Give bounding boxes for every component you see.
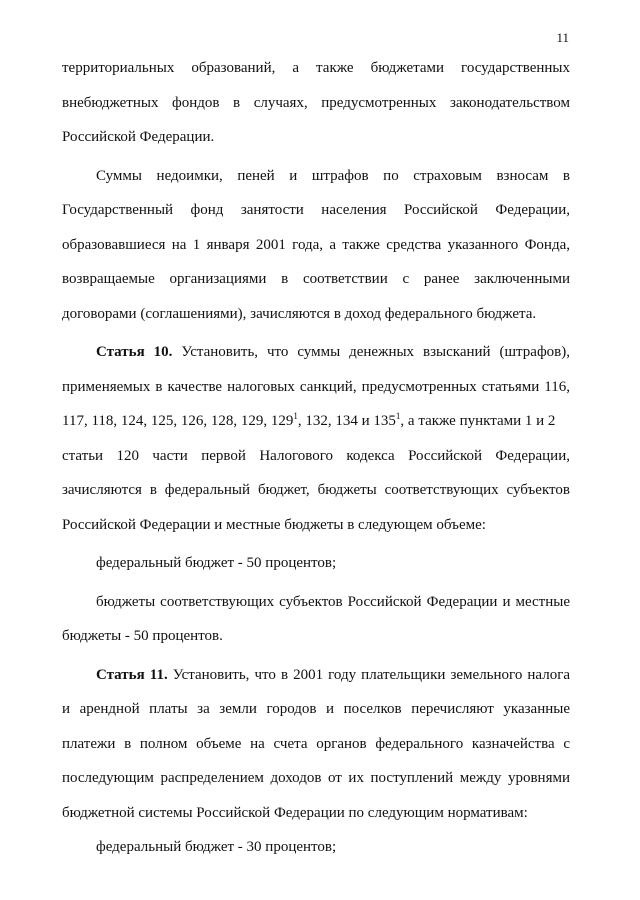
text-line: последующим распределением доходов от их поступлений между уровнями (62, 770, 570, 786)
superscript: 1 (293, 411, 298, 421)
text-line: Российской Федерации. (62, 129, 215, 145)
text-line: образовавшиеся на 1 января 2001 года, а также средства указанного Фонда, (62, 236, 570, 253)
text-line: зачисляются в федеральный бюджет, бюджеты соответствующих субъектов (62, 482, 570, 498)
text-span: Установить, что в 2001 году плательщики земельного налога (172, 666, 571, 683)
page-number: 11 (556, 30, 569, 45)
text-line: возвращаемые организациями в соответствии с ранее заключенными (62, 271, 570, 287)
text-line: бюджеты - 50 процентов. (62, 628, 223, 644)
text-span: 117, 118, 124, 125, 126, 128, 129, 129 (62, 413, 294, 429)
list-item: федеральный бюджет - 30 процентов; (96, 839, 337, 855)
text-line: бюджетной системы Российской Федерации по следующим нормативам: (62, 804, 528, 821)
text-line: статьи 120 части первой Налогового кодекса Российской Федерации, (62, 447, 570, 464)
paragraph-2 (62, 159, 570, 332)
text-line: внебюджетных фондов в случаях, предусмотренных законодательством (62, 94, 570, 111)
text-line: Российской Федерации и местные бюджеты в следующем объеме: (62, 516, 486, 533)
article-heading: Статья 11. (96, 666, 168, 683)
text-line: территориальных образований, а также бюджетами государственных (62, 60, 570, 76)
paragraph-1 (62, 51, 570, 155)
text-span: Установить, что суммы денежных взысканий (штрафов), (181, 344, 570, 360)
text-span: , а также пунктами 1 и 2 (400, 413, 556, 429)
text-line (62, 335, 570, 370)
text-line: Государственный фонд занятости населения Российской Федерации, (62, 202, 570, 218)
text-line: применяемых в качестве налоговых санкций, предусмотренных статьями 116, (62, 378, 570, 395)
document-body (62, 51, 570, 865)
article-heading: Статья 10. (96, 344, 173, 360)
text-line: договорами (соглашениями), зачисляются в доход федерального бюджета. (62, 305, 537, 322)
article-10 (62, 335, 570, 654)
article-11 (62, 658, 570, 865)
text-line: и арендной платы за земли городов и поселков перечисляют указанные (62, 701, 570, 717)
list-item: федеральный бюджет - 50 процентов; (96, 555, 337, 571)
superscript: 1 (395, 411, 401, 421)
text-line: Суммы недоимки, пеней и штрафов по страховым взносам в (96, 167, 570, 184)
text-line (62, 404, 570, 439)
text-line (62, 658, 570, 693)
list-item: бюджеты соответствующих субъектов Российской Федерации и местные (96, 593, 570, 610)
text-span: , 132, 134 и 135 (297, 413, 396, 429)
text-line: платежи в полном объеме на счета органов федерального казначейства с (62, 735, 570, 752)
